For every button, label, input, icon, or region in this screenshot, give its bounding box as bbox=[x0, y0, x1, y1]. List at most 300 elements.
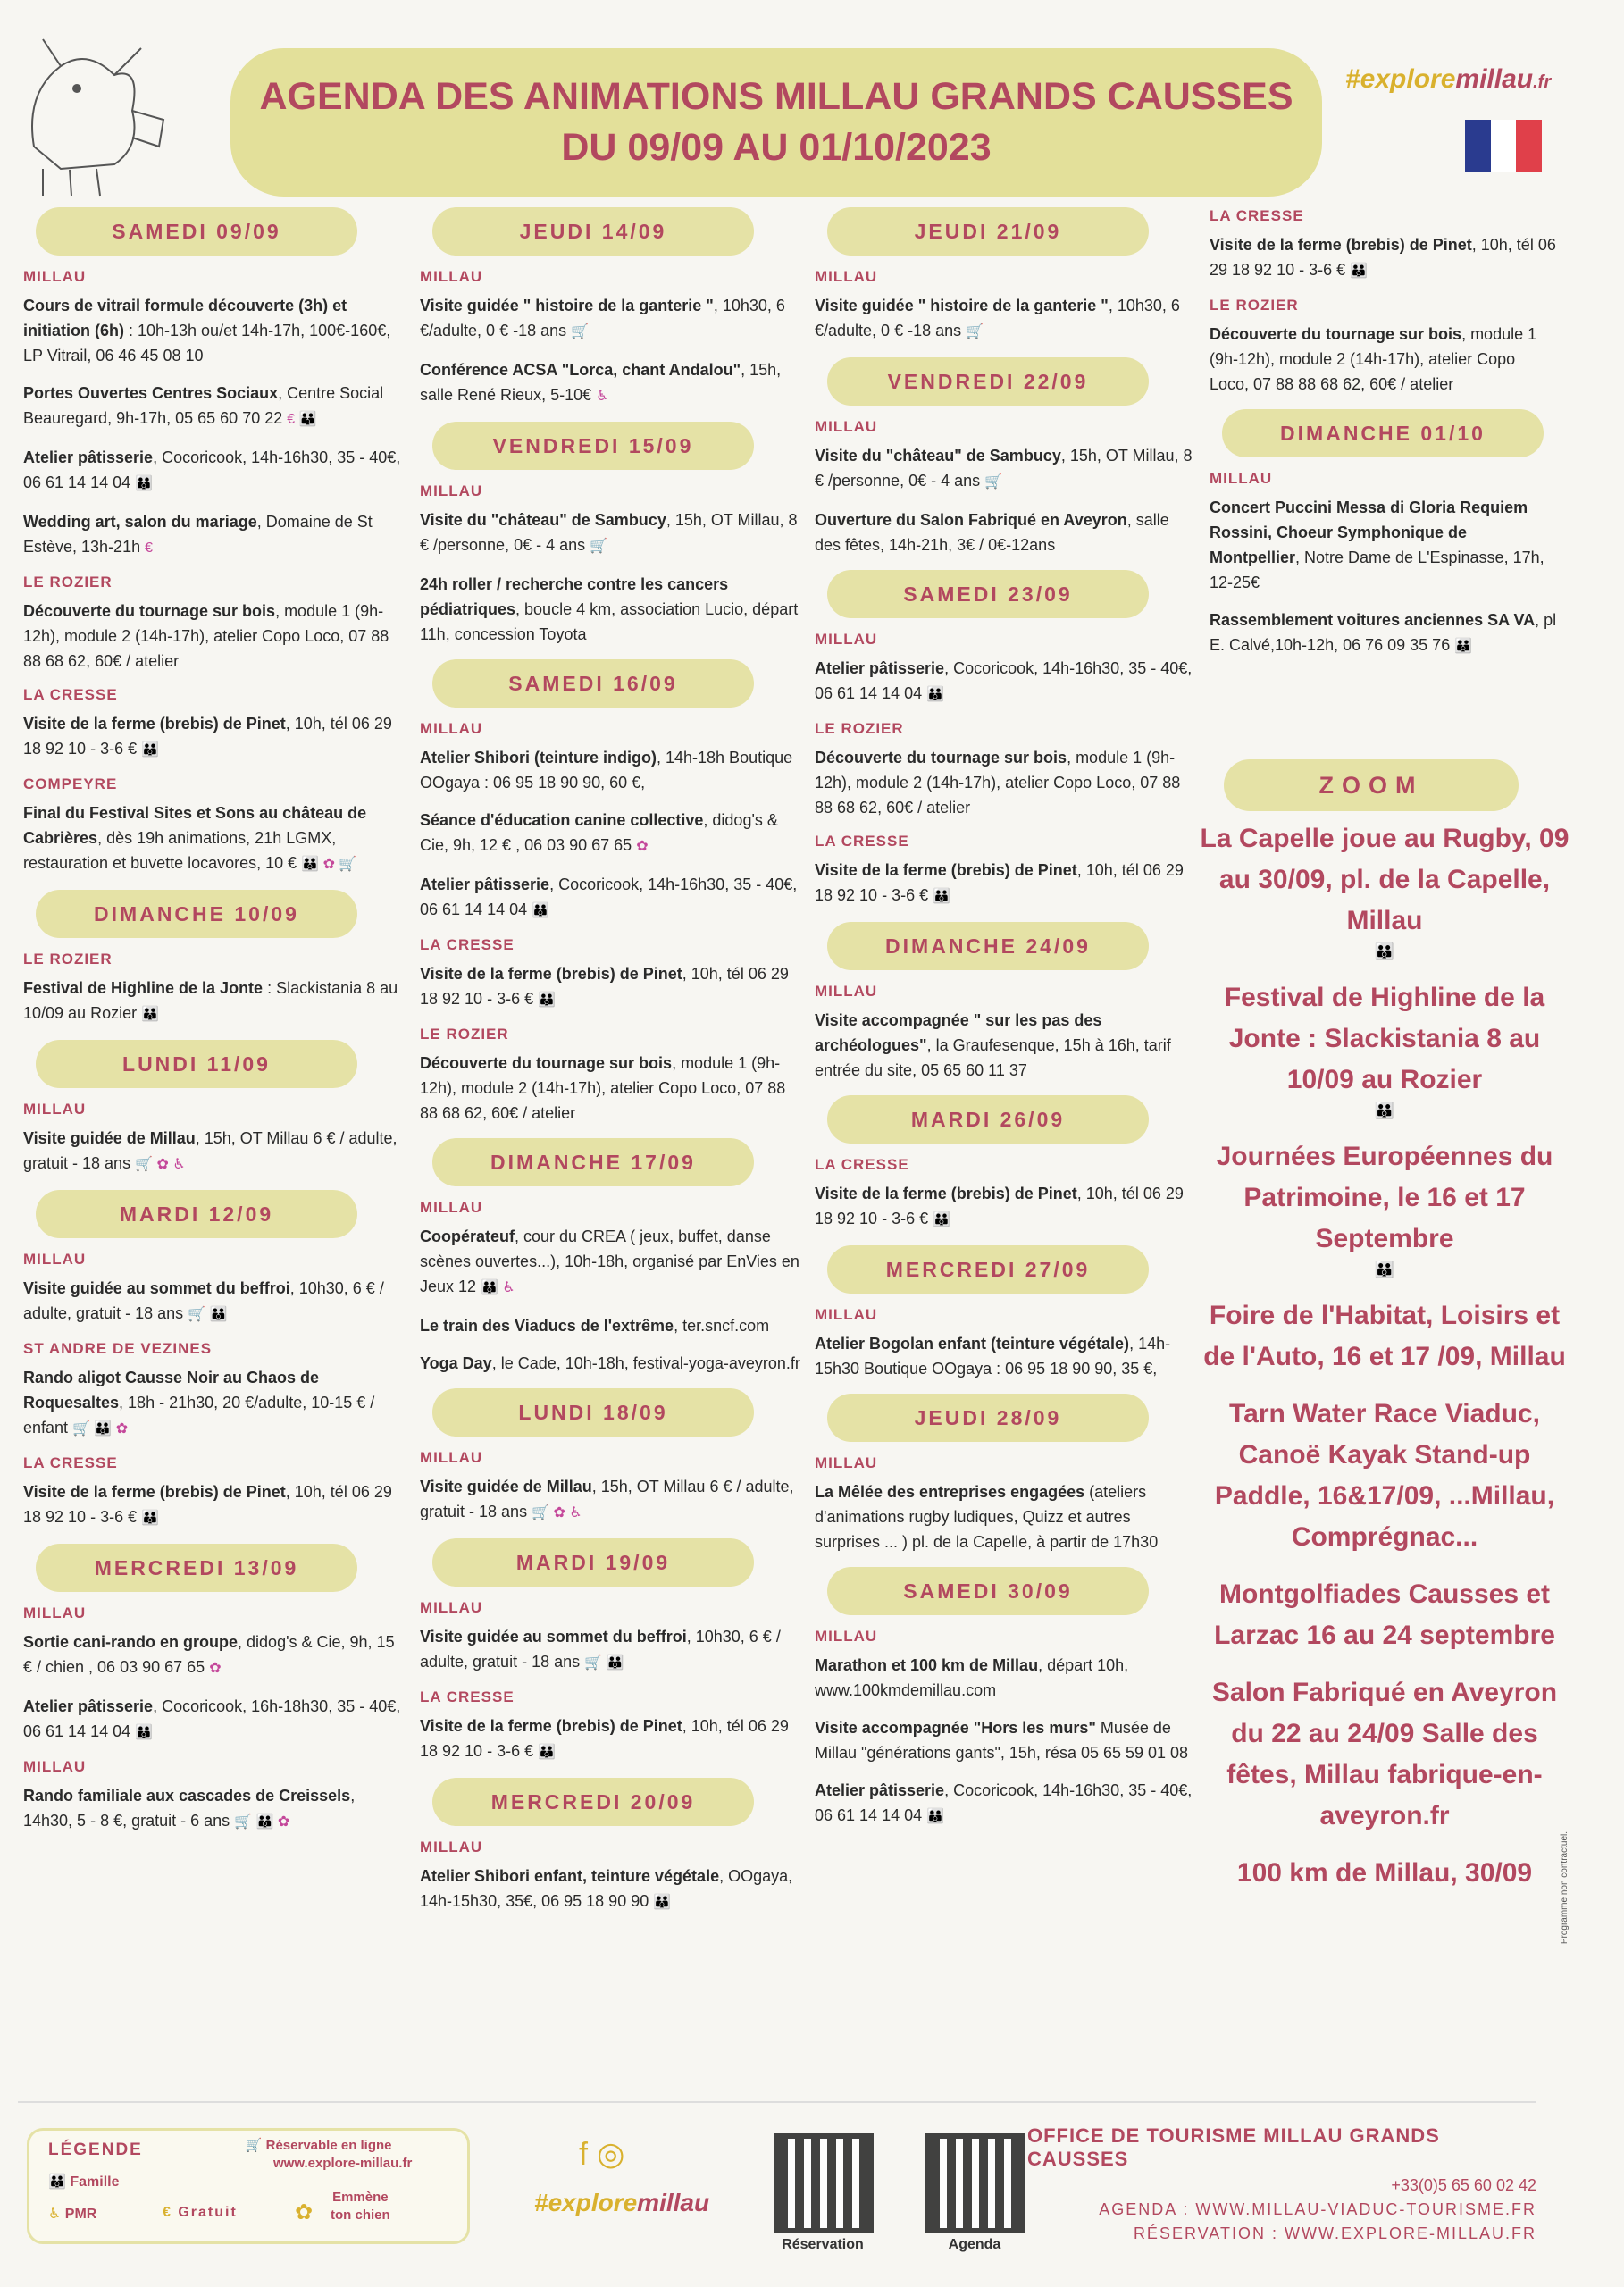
event-details: , 10h, tél 06 29 18 92 10 - 3-6 € bbox=[1210, 236, 1556, 279]
day-section bbox=[420, 659, 804, 1126]
event-details: , la Graufesenque, 15h à 16h, tarif entrée du site, 05 65 60 11 37 bbox=[815, 1036, 1171, 1079]
day-section bbox=[1210, 207, 1558, 397]
event-entry bbox=[23, 800, 407, 877]
event-entry bbox=[815, 293, 1199, 345]
event-icons: 🛒 bbox=[590, 539, 608, 554]
location-label: MILLAU bbox=[23, 1758, 87, 1775]
event-entry bbox=[420, 808, 804, 859]
office-reservation-link[interactable]: RÉSERVATION : WWW.EXPLORE-MILLAU.FR bbox=[1133, 2224, 1536, 2242]
day-section bbox=[815, 357, 1199, 557]
day-section bbox=[815, 1245, 1199, 1381]
zoom-item bbox=[1197, 1574, 1572, 1656]
event-details: , 15h, OT Millau, 8 € /personne, 0€ - 4 ans bbox=[815, 447, 1193, 490]
location-label: LA CRESSE bbox=[815, 1156, 909, 1173]
event-entry bbox=[1210, 322, 1558, 397]
day-heading: SAMEDI 23/09 bbox=[827, 570, 1149, 618]
event-title: Visite guidée au sommet du beffroi bbox=[23, 1279, 290, 1297]
event-icons: 🛒 bbox=[571, 324, 590, 339]
event-details: , boucle 4 km, association Lucio, départ 11h, concession Toyota bbox=[420, 600, 799, 643]
event-title: Atelier pâtisserie bbox=[23, 1697, 154, 1715]
event-icons: 👪 bbox=[933, 889, 951, 904]
event-title: Rando familiale aux cascades de Creissels bbox=[23, 1787, 351, 1805]
day-heading: DIMANCHE 10/09 bbox=[36, 890, 357, 938]
event-entry bbox=[23, 1783, 407, 1835]
instagram-icon[interactable]: ◎ bbox=[597, 2135, 625, 2172]
zoom-item bbox=[1197, 1295, 1572, 1378]
zoom-item-text: Foire de l'Habitat, Loisirs et de l'Auto, 16 et 17 /09, Millau bbox=[1203, 1301, 1566, 1371]
event-title: Visite accompagnée "Hors les murs" bbox=[815, 1719, 1096, 1737]
day-section bbox=[420, 1388, 804, 1526]
event-details: , départ 10h, www.100kmdemillau.com bbox=[815, 1656, 1129, 1699]
event-entry bbox=[420, 745, 804, 795]
location-label: MILLAU bbox=[23, 1251, 87, 1268]
event-details: , dès 19h animations, 21h LGMX, restauration et buvette locavores, 10 € bbox=[23, 829, 337, 872]
location-label: COMPEYRE bbox=[23, 775, 118, 792]
event-icons: 👪 bbox=[141, 1511, 160, 1526]
event-entry bbox=[815, 507, 1199, 557]
event-icons: 👪 bbox=[926, 687, 945, 702]
event-icons: ✿ bbox=[636, 839, 649, 854]
office-agenda-link[interactable]: AGENDA : WWW.MILLAU-VIADUC-TOURISME.FR bbox=[1099, 2200, 1536, 2218]
event-title: Rando aligot Causse Noir au Chaos de Roquesaltes bbox=[23, 1369, 320, 1412]
day-section bbox=[23, 1190, 407, 1531]
location-label: MILLAU bbox=[815, 1454, 878, 1471]
event-title: Visite de la ferme (brebis) de Pinet bbox=[1210, 236, 1472, 254]
wheelchair-icon: ♿ bbox=[48, 2207, 62, 2222]
event-details: , 10h, tél 06 29 18 92 10 - 3-6 € bbox=[815, 861, 1184, 904]
mascot-illustration bbox=[7, 13, 177, 200]
event-details: Musée de Millau "générations gants", 15h, résa 05 65 59 01 08 bbox=[815, 1719, 1189, 1762]
event-icons: 👪 bbox=[135, 1725, 154, 1740]
event-details: , module 1 (9h-12h), module 2 (14h-17h), atelier Copo Loco, 07 88 88 68 62, 60€ / atelier bbox=[1210, 325, 1537, 393]
event-details: , salle des fêtes, 14h-21h, 3€ / 0€-12ans bbox=[815, 511, 1169, 554]
event-entry bbox=[23, 1276, 407, 1328]
event-title: Atelier pâtisserie bbox=[815, 659, 945, 677]
event-details: , 15h, OT Millau 6 € / adulte, gratuit - 18 ans bbox=[420, 1478, 794, 1520]
event-title: Visite guidée " histoire de la ganterie " bbox=[815, 297, 1109, 314]
event-title: Festival de Highline de la Jonte bbox=[23, 979, 264, 997]
location-label: MILLAU bbox=[815, 1306, 878, 1323]
day-heading: SAMEDI 09/09 bbox=[36, 207, 357, 256]
event-icons: € bbox=[145, 540, 154, 556]
qr-code-agenda[interactable] bbox=[925, 2133, 1025, 2233]
day-heading: VENDREDI 15/09 bbox=[432, 422, 754, 470]
zoom-heading: ZOOM bbox=[1224, 759, 1519, 811]
family-icon: 👪 bbox=[48, 2174, 66, 2190]
event-details: , Notre Dame de L'Espinasse, 17h, 12-25€ bbox=[1210, 549, 1544, 591]
event-title: Ouverture du Salon Fabriqué en Aveyron bbox=[815, 511, 1127, 529]
location-label: LA CRESSE bbox=[420, 1688, 515, 1705]
zoom-list bbox=[1197, 818, 1572, 1910]
event-title: Portes Ouvertes Centres Sociaux bbox=[23, 384, 279, 402]
event-entry bbox=[23, 381, 407, 432]
day-section bbox=[23, 207, 407, 877]
event-title: Atelier Shibori enfant, teinture végétale bbox=[420, 1867, 720, 1885]
event-title: Atelier pâtisserie bbox=[815, 1781, 945, 1799]
agenda-column-4 bbox=[1210, 207, 1558, 672]
day-heading: LUNDI 11/09 bbox=[36, 1040, 357, 1088]
event-title: Atelier Bogolan enfant (teinture végétale) bbox=[815, 1335, 1130, 1353]
event-entry bbox=[420, 1713, 804, 1765]
event-entry bbox=[23, 976, 407, 1027]
event-icons: 👪 bbox=[538, 993, 557, 1008]
day-heading: MARDI 12/09 bbox=[36, 1190, 357, 1238]
event-entry bbox=[23, 1694, 407, 1746]
event-entry bbox=[420, 1864, 804, 1915]
event-title: Visite de la ferme (brebis) de Pinet bbox=[23, 1483, 286, 1501]
event-details: , 10h, tél 06 29 18 92 10 - 3-6 € bbox=[420, 965, 789, 1008]
zoom-item-text: Festival de Highline de la Jonte : Slackistania 8 au 10/09 au Rozier bbox=[1224, 983, 1545, 1094]
event-title: La Mêlée des entreprises engagées bbox=[815, 1483, 1085, 1501]
event-details: , 10h, tél 06 29 18 92 10 - 3-6 € bbox=[23, 715, 392, 758]
day-heading: MARDI 26/09 bbox=[827, 1095, 1149, 1144]
event-icons: 🛒 ✿ ♿ bbox=[135, 1157, 186, 1172]
event-details: , 10h30, 6 €/adulte, 0 € -18 ans bbox=[815, 297, 1180, 339]
qr-label-reservation: Réservation bbox=[782, 2237, 864, 2252]
event-icons: 👪 bbox=[1454, 639, 1473, 654]
event-title: Rassemblement voitures anciennes SA VA bbox=[1210, 611, 1536, 629]
event-title: 24h roller / recherche contre les cancers pédiatriques bbox=[420, 575, 729, 618]
day-heading: MERCREDI 13/09 bbox=[36, 1544, 357, 1592]
day-section bbox=[23, 890, 407, 1027]
location-label: LE ROZIER bbox=[420, 1026, 509, 1043]
event-title: Conférence ACSA "Lorca, chant Andalou" bbox=[420, 361, 741, 379]
zoom-item bbox=[1197, 818, 1572, 961]
legend-famille: 👪 Famille bbox=[48, 2174, 120, 2190]
event-entry bbox=[23, 1126, 407, 1177]
event-title: Visite du "château" de Sambucy bbox=[815, 447, 1061, 465]
event-details: , 15h, salle René Rieux, 5-10€ bbox=[420, 361, 782, 404]
event-title: Sortie cani-rando en groupe bbox=[23, 1633, 239, 1651]
event-title: Atelier pâtisserie bbox=[420, 875, 550, 893]
event-icons: 🛒 👪 ✿ bbox=[234, 1814, 290, 1830]
event-entry bbox=[1210, 495, 1558, 595]
event-title: Visite de la ferme (brebis) de Pinet bbox=[23, 715, 286, 733]
day-section bbox=[815, 1394, 1199, 1554]
event-details: , 14h30, 5 - 8 €, gratuit - 6 ans bbox=[23, 1787, 356, 1830]
location-label: LA CRESSE bbox=[23, 686, 118, 703]
event-icons: 👪 bbox=[141, 742, 160, 758]
event-entry bbox=[420, 1624, 804, 1676]
event-icons: 👪 bbox=[538, 1745, 557, 1760]
location-label: MILLAU bbox=[23, 268, 87, 285]
event-details: , 10h30, 6 € / adulte, gratuit - 18 ans bbox=[420, 1628, 781, 1671]
event-details: , 10h, tél 06 29 18 92 10 - 3-6 € bbox=[23, 1483, 392, 1526]
facebook-icon[interactable]: f bbox=[579, 2135, 589, 2172]
event-title: Visite guidée de Millau bbox=[420, 1478, 592, 1495]
event-title: Visite du "château" de Sambucy bbox=[420, 511, 666, 529]
day-heading: LUNDI 18/09 bbox=[432, 1388, 754, 1437]
event-entry bbox=[420, 1224, 804, 1301]
event-details: , OOgaya, 14h-15h30, 35€, 06 95 18 90 90 bbox=[420, 1867, 793, 1910]
legend-gratuit: € Gratuit bbox=[163, 2205, 238, 2220]
event-entry bbox=[815, 1008, 1199, 1083]
event-icons: 🛒 bbox=[984, 474, 1003, 490]
event-icons: 👪 ♿ bbox=[481, 1280, 515, 1295]
day-heading: JEUDI 21/09 bbox=[827, 207, 1149, 256]
event-icons: 🛒 bbox=[966, 324, 984, 339]
event-entry bbox=[815, 1331, 1199, 1381]
event-details: : 10h-13h ou/et 14h-17h, 100€-160€, LP Vitrail, 06 46 45 08 10 bbox=[23, 322, 391, 364]
event-entry bbox=[420, 507, 804, 559]
event-details: , Cocoricook, 14h-16h30, 35 - 40€, 06 61 14 14 04 bbox=[815, 1781, 1193, 1824]
social-links bbox=[579, 2135, 624, 2173]
event-title: Concert Puccini Messa di Gloria Requiem Rossini, Choeur Symphonique de Montpellier bbox=[1210, 498, 1528, 566]
location-label: MILLAU bbox=[420, 482, 483, 499]
day-section bbox=[420, 1138, 804, 1376]
day-heading: JEUDI 28/09 bbox=[827, 1394, 1149, 1442]
cart-icon: 🛒 bbox=[245, 2138, 263, 2153]
event-icons: ♿ bbox=[596, 389, 609, 404]
location-label: LE ROZIER bbox=[815, 720, 904, 737]
event-details: , Cocoricook, 14h-16h30, 35 - 40€, 06 61 14 14 04 bbox=[420, 875, 798, 918]
event-entry bbox=[23, 509, 407, 561]
event-entry bbox=[420, 961, 804, 1013]
event-icons: ✿ bbox=[209, 1661, 222, 1676]
footer-brand: #exploremillau bbox=[534, 2189, 710, 2216]
location-label: LA CRESSE bbox=[420, 936, 515, 953]
event-details: , 10h30, 6 € / adulte, gratuit - 18 ans bbox=[23, 1279, 384, 1322]
zoom-item-text: Journées Européennes du Patrimoine, le 16 et 17 Septembre bbox=[1216, 1142, 1553, 1253]
event-entry bbox=[420, 357, 804, 409]
event-entry bbox=[23, 599, 407, 674]
event-details: , 15h, OT Millau 6 € / adulte, gratuit - 18 ans bbox=[23, 1129, 398, 1172]
location-label: LE ROZIER bbox=[23, 574, 113, 591]
zoom-item bbox=[1197, 1394, 1572, 1558]
day-section bbox=[420, 1778, 804, 1915]
zoom-item-text: La Capelle joue au Rugby, 09 au 30/09, pl. de la Capelle, Millau bbox=[1200, 824, 1570, 935]
location-label: MILLAU bbox=[815, 983, 878, 1000]
event-details: , module 1 (9h-12h), module 2 (14h-17h), atelier Copo Loco, 07 88 88 68 62, 60€ / atelier bbox=[420, 1054, 786, 1122]
event-title: Visite accompagnée " sur les pas des archéologues" bbox=[815, 1011, 1102, 1054]
event-title: Visite guidée de Millau bbox=[23, 1129, 196, 1147]
event-title: Final du Festival Sites et Sons au château de Cabrières bbox=[23, 804, 367, 847]
day-heading: MARDI 19/09 bbox=[432, 1538, 754, 1587]
day-heading: DIMANCHE 17/09 bbox=[432, 1138, 754, 1186]
day-heading: MERCREDI 27/09 bbox=[827, 1245, 1149, 1294]
event-title: Coopérateuf bbox=[420, 1227, 515, 1245]
location-label: MILLAU bbox=[1210, 470, 1273, 487]
event-title: Visite de la ferme (brebis) de Pinet bbox=[815, 1185, 1077, 1202]
event-entry bbox=[23, 1365, 407, 1442]
event-title: Atelier Shibori (teinture indigo) bbox=[420, 749, 657, 767]
day-heading: DIMANCHE 01/10 bbox=[1222, 409, 1544, 457]
legend-dog: Emmène ton chien bbox=[331, 2190, 390, 2223]
location-label: LA CRESSE bbox=[1210, 207, 1304, 224]
location-label: MILLAU bbox=[420, 720, 483, 737]
event-details: , Centre Social Beauregard, 9h-17h, 05 65 60 70 22 bbox=[23, 384, 384, 427]
event-title: Découverte du tournage sur bois bbox=[23, 602, 276, 620]
event-entry bbox=[420, 872, 804, 924]
event-entry bbox=[420, 293, 804, 345]
location-label: MILLAU bbox=[420, 1839, 483, 1856]
event-details: , 10h30, 6 €/adulte, 0 € -18 ans bbox=[420, 297, 785, 339]
event-title: Découverte du tournage sur bois bbox=[1210, 325, 1462, 343]
event-entry bbox=[23, 445, 407, 497]
event-title: Wedding art, salon du mariage bbox=[23, 513, 257, 531]
event-title: Visite guidée au sommet du beffroi bbox=[420, 1628, 687, 1646]
agenda-column-1 bbox=[23, 207, 407, 1847]
office-phone: +33(0)5 65 60 02 42 bbox=[1391, 2176, 1536, 2194]
event-details: , didog's & Cie, 9h, 12 € , 06 03 90 67 65 bbox=[420, 811, 778, 854]
event-title: Visite de la ferme (brebis) de Pinet bbox=[420, 965, 682, 983]
location-label: MILLAU bbox=[420, 1599, 483, 1616]
event-details: , 15h, OT Millau, 8 € /personne, 0€ - 4 ans bbox=[420, 511, 798, 554]
day-section bbox=[815, 1095, 1199, 1233]
family-icon: 👪 bbox=[1374, 942, 1395, 960]
event-entry bbox=[420, 572, 804, 647]
event-title: Découverte du tournage sur bois bbox=[420, 1054, 673, 1072]
day-heading: SAMEDI 30/09 bbox=[827, 1567, 1149, 1615]
event-details: , didog's & Cie, 9h, 15 € / chien , 06 03 90 67 65 bbox=[23, 1633, 395, 1676]
event-entry bbox=[1210, 232, 1558, 284]
event-title: Yoga Day bbox=[420, 1354, 492, 1372]
event-icons: 👪 ✿ 🛒 bbox=[301, 857, 357, 872]
location-label: MILLAU bbox=[420, 1449, 483, 1466]
disclaimer-note: Programme non contractuel. bbox=[1560, 1831, 1570, 1945]
event-details: , Cocoricook, 16h-18h30, 35 - 40€, 06 61 14 14 04 bbox=[23, 1697, 401, 1740]
event-details: , le Cade, 10h-18h, festival-yoga-aveyron.fr bbox=[491, 1354, 800, 1372]
day-heading: MERCREDI 20/09 bbox=[432, 1778, 754, 1826]
event-details: , Cocoricook, 14h-16h30, 35 - 40€, 06 61 14 14 04 bbox=[815, 659, 1193, 702]
day-section bbox=[815, 207, 1199, 345]
zoom-item-text: 100 km de Millau, 30/09 bbox=[1236, 1858, 1533, 1888]
day-section bbox=[23, 1544, 407, 1835]
qr-label-agenda: Agenda bbox=[948, 2237, 1001, 2252]
legend-pmr: ♿ PMR bbox=[48, 2207, 97, 2222]
event-icons: 👪 bbox=[1350, 264, 1369, 279]
event-entry bbox=[815, 443, 1199, 495]
event-entry bbox=[23, 1479, 407, 1531]
location-label: MILLAU bbox=[815, 631, 878, 648]
location-label: MILLAU bbox=[815, 1628, 878, 1645]
footer-divider bbox=[18, 2101, 1536, 2103]
brand-hashtag: #exploremillau.fr bbox=[1345, 64, 1552, 94]
event-details: , 10h, tél 06 29 18 92 10 - 3-6 € bbox=[815, 1185, 1184, 1227]
agenda-column-3 bbox=[815, 207, 1199, 1842]
day-section bbox=[815, 922, 1199, 1083]
event-details: , module 1 (9h-12h), module 2 (14h-17h), atelier Copo Loco, 07 88 88 68 62, 60€ / atelier bbox=[815, 749, 1181, 817]
event-details: , 14h-18h Boutique OOgaya : 06 95 18 90 90, 60 €, bbox=[420, 749, 793, 792]
day-section bbox=[420, 207, 804, 409]
day-section bbox=[23, 1040, 407, 1177]
event-details: , ter.sncf.com bbox=[674, 1317, 770, 1335]
zoom-item bbox=[1197, 1136, 1572, 1279]
location-label: LA CRESSE bbox=[815, 833, 909, 850]
event-entry bbox=[1210, 607, 1558, 659]
zoom-item-text: Tarn Water Race Viaduc, Canoë Kayak Stand-up Paddle, 16&17/09, ...Millau, Comprégnac... bbox=[1214, 1399, 1555, 1552]
day-heading: SAMEDI 16/09 bbox=[432, 659, 754, 708]
event-details: , module 1 (9h-12h), module 2 (14h-17h), atelier Copo Loco, 07 88 88 68 62, 60€ / atelier bbox=[23, 602, 389, 670]
qr-code-reservation[interactable] bbox=[774, 2133, 874, 2233]
event-title: Cours de vitrail formule découverte (3h) et initiation (6h) bbox=[23, 297, 347, 339]
location-label: MILLAU bbox=[815, 268, 878, 285]
zoom-item bbox=[1197, 1853, 1572, 1894]
event-entry bbox=[420, 1313, 804, 1338]
event-entry bbox=[815, 1181, 1199, 1233]
event-icons: 🛒 👪 bbox=[584, 1655, 624, 1671]
zoom-item bbox=[1197, 1672, 1572, 1837]
event-title: Atelier pâtisserie bbox=[23, 448, 154, 466]
day-section bbox=[1210, 409, 1558, 659]
day-section bbox=[815, 570, 1199, 909]
event-entry bbox=[420, 1351, 804, 1376]
euro-icon: € bbox=[163, 2205, 172, 2220]
event-entry bbox=[23, 1629, 407, 1681]
event-icons: 👪 bbox=[653, 1895, 672, 1910]
french-flag-icon bbox=[1465, 120, 1542, 172]
event-details: , Domaine de St Estève, 13h-21h bbox=[23, 513, 373, 556]
event-entry bbox=[815, 1715, 1199, 1765]
event-entry bbox=[420, 1051, 804, 1126]
day-heading: DIMANCHE 24/09 bbox=[827, 922, 1149, 970]
agenda-column-2 bbox=[420, 207, 804, 1928]
day-heading: JEUDI 14/09 bbox=[432, 207, 754, 256]
event-title: Marathon et 100 km de Millau bbox=[815, 1656, 1039, 1674]
event-icons: 👪 bbox=[532, 903, 550, 918]
event-title: Le train des Viaducs de l'extrême bbox=[420, 1317, 674, 1335]
event-details: , Cocoricook, 14h-16h30, 35 - 40€, 06 61 14 14 04 bbox=[23, 448, 401, 491]
event-entry bbox=[815, 745, 1199, 820]
event-title: Visite de la ferme (brebis) de Pinet bbox=[420, 1717, 682, 1735]
event-icons: 👪 bbox=[141, 1007, 160, 1022]
event-details: (ateliers d'animations rugby ludiques, Quizz et autres surprises ... ) pl. de la Capelle, à partir de 17h30 bbox=[815, 1483, 1159, 1551]
legend-online: 🛒 Réservable en ligne www.explore-millau.fr bbox=[245, 2138, 413, 2171]
event-icons: € 👪 bbox=[287, 412, 317, 427]
event-entry bbox=[23, 711, 407, 763]
event-entry bbox=[23, 293, 407, 368]
location-label: ST ANDRE DE VEZINES bbox=[23, 1340, 213, 1357]
event-title: Visite guidée " histoire de la ganterie " bbox=[420, 297, 714, 314]
family-icon: 👪 bbox=[1374, 1102, 1395, 1119]
day-section bbox=[815, 1567, 1199, 1830]
location-label: MILLAU bbox=[23, 1101, 87, 1118]
location-label: LE ROZIER bbox=[23, 951, 113, 968]
paw-icon: ✿ bbox=[295, 2200, 314, 2224]
page-title bbox=[230, 71, 1322, 173]
event-entry bbox=[815, 858, 1199, 909]
event-icons: 👪 bbox=[926, 1809, 945, 1824]
event-details: , 14h-15h30 Boutique OOgaya : 06 95 18 90 90, 35 €, bbox=[815, 1335, 1171, 1378]
event-details: , 10h, tél 06 29 18 92 10 - 3-6 € bbox=[420, 1717, 789, 1760]
event-icons: 🛒 👪 bbox=[188, 1307, 228, 1322]
title-line-2: DU 09/09 AU 01/10/2023 bbox=[561, 126, 992, 169]
event-icons: 👪 bbox=[135, 476, 154, 491]
location-label: MILLAU bbox=[420, 1199, 483, 1216]
event-details: : Slackistania 8 au 10/09 au Rozier bbox=[23, 979, 398, 1022]
day-section bbox=[420, 1538, 804, 1765]
event-entry bbox=[815, 1479, 1199, 1554]
location-label: LE ROZIER bbox=[1210, 297, 1299, 314]
zoom-item bbox=[1197, 977, 1572, 1120]
zoom-item-text: Salon Fabriqué en Aveyron du 22 au 24/09 Salle des fêtes, Millau fabrique-en-aveyron.fr bbox=[1211, 1678, 1558, 1830]
event-details: , cour du CREA ( jeux, buffet, danse scènes ouvertes...), 10h-18h, organisé par EnVies en Jeux 12 bbox=[420, 1227, 799, 1295]
event-title: Découverte du tournage sur bois bbox=[815, 749, 1067, 767]
legend-title: LÉGENDE bbox=[48, 2140, 143, 2159]
event-title: Séance d'éducation canine collective bbox=[420, 811, 704, 829]
event-icons: 👪 bbox=[933, 1212, 951, 1227]
event-icons: 🛒 ✿ ♿ bbox=[532, 1505, 582, 1520]
office-name: OFFICE DE TOURISME MILLAU GRANDS CAUSSES bbox=[1027, 2124, 1440, 2170]
event-title: Visite de la ferme (brebis) de Pinet bbox=[815, 861, 1077, 879]
event-entry bbox=[815, 656, 1199, 708]
zoom-item-text: Montgolfiades Causses et Larzac 16 au 24 septembre bbox=[1214, 1579, 1555, 1650]
event-entry bbox=[815, 1778, 1199, 1830]
event-icons: 🛒 👪 ✿ bbox=[72, 1421, 129, 1437]
event-details: , pl E. Calvé,10h-12h, 06 76 09 35 76 bbox=[1210, 611, 1557, 654]
location-label: MILLAU bbox=[420, 268, 483, 285]
family-icon: 👪 bbox=[1374, 1261, 1395, 1278]
